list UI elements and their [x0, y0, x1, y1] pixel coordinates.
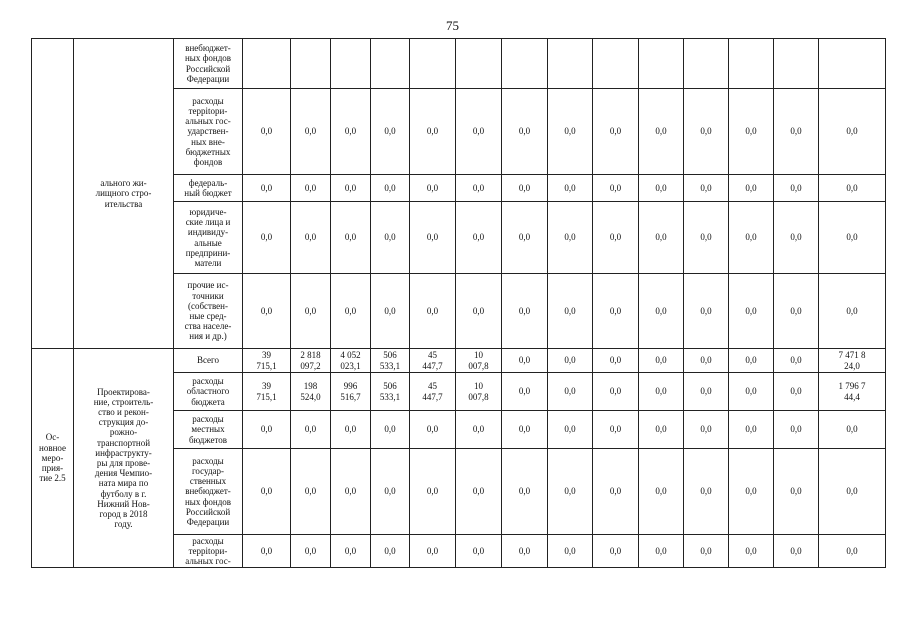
funding-source-cell: расходы террitори- альных гос-: [174, 535, 243, 568]
value-cell: [684, 39, 729, 89]
value-cell: 0,0: [684, 411, 729, 449]
value-cell: 0,0: [774, 373, 819, 411]
value-cell: 0,0: [819, 274, 886, 349]
value-cell: 0,0: [593, 449, 639, 535]
value-cell: [593, 39, 639, 89]
value-cell: [456, 39, 502, 89]
value-cell: 0,0: [593, 411, 639, 449]
page-number: 75: [446, 18, 459, 33]
value-cell: 0,0: [291, 411, 331, 449]
value-cell: [371, 39, 410, 89]
value-cell: 0,0: [684, 202, 729, 274]
value-cell: 7 471 8 24,0: [819, 349, 886, 373]
value-cell: 0,0: [819, 449, 886, 535]
value-cell: 0,0: [684, 373, 729, 411]
value-cell: [502, 39, 548, 89]
value-cell: 0,0: [291, 202, 331, 274]
value-cell: 0,0: [410, 202, 456, 274]
value-cell: 0,0: [243, 274, 291, 349]
value-cell: 0,0: [331, 274, 371, 349]
value-cell: 0,0: [729, 535, 774, 568]
value-cell: 0,0: [593, 535, 639, 568]
value-cell: 0,0: [502, 175, 548, 202]
value-cell: 10 007,8: [456, 373, 502, 411]
value-cell: 0,0: [729, 202, 774, 274]
value-cell: 0,0: [684, 274, 729, 349]
table-body: [32, 39, 886, 568]
value-cell: 0,0: [548, 373, 593, 411]
value-cell: 45 447,7: [410, 349, 456, 373]
value-cell: 4 052 023,1: [331, 349, 371, 373]
funding-source-cell: расходы государ- ственных внебюджет- ных фондов Российской Федерации: [174, 449, 243, 535]
value-cell: [410, 39, 456, 89]
value-cell: 0,0: [639, 349, 684, 373]
value-cell: 0,0: [410, 449, 456, 535]
value-cell: 10 007,8: [456, 349, 502, 373]
funding-source-cell: расходы областного бюджета: [174, 373, 243, 411]
value-cell: 0,0: [548, 175, 593, 202]
value-cell: 0,0: [774, 175, 819, 202]
value-cell: 0,0: [331, 449, 371, 535]
value-cell: 0,0: [502, 535, 548, 568]
value-cell: 0,0: [639, 449, 684, 535]
value-cell: 0,0: [243, 411, 291, 449]
value-cell: 0,0: [331, 535, 371, 568]
value-cell: 0,0: [502, 449, 548, 535]
value-cell: [548, 39, 593, 89]
value-cell: 0,0: [331, 175, 371, 202]
value-cell: [729, 39, 774, 89]
value-cell: 0,0: [502, 373, 548, 411]
value-cell: 0,0: [639, 274, 684, 349]
value-cell: 0,0: [819, 535, 886, 568]
value-cell: 0,0: [548, 535, 593, 568]
value-cell: 0,0: [456, 449, 502, 535]
measure-cell: Ос- новное меро- прия- тие 2.5: [32, 349, 74, 568]
value-cell: 0,0: [502, 274, 548, 349]
value-cell: 45 447,7: [410, 373, 456, 411]
table-row: [32, 349, 886, 373]
value-cell: 0,0: [243, 89, 291, 175]
value-cell: 0,0: [593, 89, 639, 175]
value-cell: 0,0: [502, 411, 548, 449]
value-cell: 0,0: [291, 89, 331, 175]
value-cell: 1 796 7 44,4: [819, 373, 886, 411]
measure-title-cell: Проектирова- ние, строитель- ство и рекон- струкция до- рожно- транспортной инфраструкту- ры для прове- дения Чемпио- ната мира по футболу в г. Нижний Нов- город в 2018 году.: [74, 349, 174, 568]
value-cell: 0,0: [410, 535, 456, 568]
value-cell: 0,0: [291, 274, 331, 349]
value-cell: 0,0: [684, 449, 729, 535]
value-cell: [331, 39, 371, 89]
value-cell: 0,0: [410, 89, 456, 175]
value-cell: 0,0: [729, 373, 774, 411]
value-cell: 0,0: [548, 89, 593, 175]
value-cell: 0,0: [639, 175, 684, 202]
value-cell: 0,0: [502, 349, 548, 373]
value-cell: 506 533,1: [371, 373, 410, 411]
funding-source-cell: расходы местных бюджетов: [174, 411, 243, 449]
value-cell: 0,0: [371, 411, 410, 449]
value-cell: 996 516,7: [331, 373, 371, 411]
value-cell: [291, 39, 331, 89]
value-cell: 0,0: [371, 535, 410, 568]
value-cell: 0,0: [639, 202, 684, 274]
value-cell: 0,0: [684, 89, 729, 175]
value-cell: 0,0: [410, 411, 456, 449]
value-cell: 0,0: [729, 175, 774, 202]
value-cell: 0,0: [774, 89, 819, 175]
value-cell: 0,0: [331, 202, 371, 274]
value-cell: 0,0: [684, 535, 729, 568]
value-cell: 0,0: [291, 449, 331, 535]
value-cell: 0,0: [410, 274, 456, 349]
value-cell: 0,0: [331, 89, 371, 175]
funding-source-cell: прочие ис- точники (собствен- ные сред- ства населе- ния и др.): [174, 274, 243, 349]
value-cell: 0,0: [456, 274, 502, 349]
value-cell: 0,0: [639, 89, 684, 175]
value-cell: 0,0: [548, 274, 593, 349]
value-cell: 0,0: [774, 202, 819, 274]
value-cell: 0,0: [593, 349, 639, 373]
value-cell: 198 524,0: [291, 373, 331, 411]
value-cell: 0,0: [684, 175, 729, 202]
value-cell: 0,0: [593, 175, 639, 202]
value-cell: 0,0: [729, 411, 774, 449]
value-cell: 0,0: [371, 449, 410, 535]
value-cell: 0,0: [243, 449, 291, 535]
value-cell: 506 533,1: [371, 349, 410, 373]
value-cell: 0,0: [639, 535, 684, 568]
funding-source-cell: федераль- ный бюджет: [174, 175, 243, 202]
funding-source-cell: расходы террitори- альных гос- ударствен- ных вне- бюджетных фондов: [174, 89, 243, 175]
value-cell: 0,0: [639, 411, 684, 449]
value-cell: 0,0: [291, 175, 331, 202]
value-cell: 0,0: [243, 202, 291, 274]
value-cell: 0,0: [548, 449, 593, 535]
value-cell: 0,0: [729, 349, 774, 373]
value-cell: 0,0: [502, 202, 548, 274]
value-cell: [774, 39, 819, 89]
value-cell: 0,0: [593, 202, 639, 274]
value-cell: 0,0: [243, 535, 291, 568]
value-cell: 0,0: [819, 175, 886, 202]
value-cell: 0,0: [593, 373, 639, 411]
measure-cell: [32, 39, 74, 349]
value-cell: 0,0: [371, 202, 410, 274]
value-cell: 39 715,1: [243, 349, 291, 373]
value-cell: 2 818 097,2: [291, 349, 331, 373]
value-cell: 0,0: [684, 349, 729, 373]
measure-title-cell: ального жи- лищного стро- ительства: [74, 39, 174, 349]
value-cell: 0,0: [371, 175, 410, 202]
value-cell: 0,0: [410, 175, 456, 202]
value-cell: 0,0: [729, 274, 774, 349]
value-cell: 0,0: [331, 411, 371, 449]
value-cell: 0,0: [456, 202, 502, 274]
value-cell: 0,0: [548, 349, 593, 373]
value-cell: 0,0: [819, 202, 886, 274]
value-cell: 0,0: [639, 373, 684, 411]
value-cell: 0,0: [774, 411, 819, 449]
value-cell: 0,0: [291, 535, 331, 568]
budget-table: [31, 38, 886, 568]
value-cell: 0,0: [548, 202, 593, 274]
value-cell: 0,0: [456, 535, 502, 568]
value-cell: 0,0: [729, 449, 774, 535]
table-row: [32, 39, 886, 89]
value-cell: [639, 39, 684, 89]
value-cell: 0,0: [729, 89, 774, 175]
value-cell: 0,0: [774, 349, 819, 373]
value-cell: 0,0: [819, 411, 886, 449]
funding-source-cell: Всего: [174, 349, 243, 373]
value-cell: 0,0: [819, 89, 886, 175]
funding-source-cell: юридиче- ские лица и индивиду- альные предприни- матели: [174, 202, 243, 274]
value-cell: 0,0: [593, 274, 639, 349]
value-cell: 0,0: [774, 535, 819, 568]
value-cell: [819, 39, 886, 89]
value-cell: 0,0: [502, 89, 548, 175]
value-cell: 0,0: [371, 89, 410, 175]
value-cell: 39 715,1: [243, 373, 291, 411]
value-cell: [243, 39, 291, 89]
value-cell: 0,0: [456, 89, 502, 175]
value-cell: 0,0: [548, 411, 593, 449]
funding-source-cell: внебюджет- ных фондов Российской Федерации: [174, 39, 243, 89]
value-cell: 0,0: [371, 274, 410, 349]
value-cell: 0,0: [456, 175, 502, 202]
value-cell: 0,0: [774, 274, 819, 349]
value-cell: 0,0: [774, 449, 819, 535]
value-cell: 0,0: [243, 175, 291, 202]
value-cell: 0,0: [456, 411, 502, 449]
